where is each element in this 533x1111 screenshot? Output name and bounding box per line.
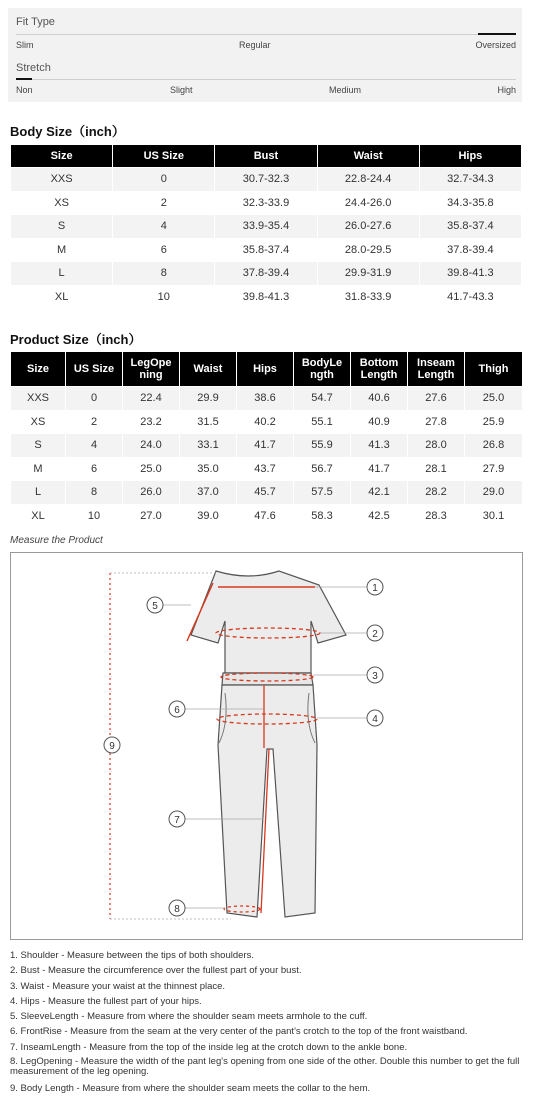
- marker-1-label: 1: [372, 583, 378, 594]
- marker-6-label: 6: [174, 705, 180, 716]
- table-cell: 42.1: [351, 481, 408, 505]
- table-cell: 56.7: [294, 457, 351, 481]
- table-header-row: [11, 352, 523, 387]
- table-cell: 25.0: [123, 457, 180, 481]
- table-cell: 27.0: [123, 504, 180, 528]
- table-row: [11, 387, 523, 411]
- note-item: 5. SleeveLength - Measure from where the shoulder seam meets armhole to the cuff.: [10, 1011, 368, 1023]
- note-item: 8. LegOpening - Measure the width of the pant leg's opening from one side of the other. Double this number to get the full measurement of the leg opening.: [10, 1056, 520, 1078]
- table-cell: 39.8-41.3: [419, 262, 521, 286]
- body-size-title: Body Size（inch）: [10, 124, 125, 139]
- table-row: [11, 191, 522, 215]
- pants-garment: [218, 685, 317, 917]
- table-row: [11, 434, 523, 458]
- column-header: Waist: [180, 352, 237, 387]
- table-cell: 22.4: [123, 387, 180, 411]
- fit-type-selected-marker: [478, 33, 516, 35]
- table-cell: 32.7-34.3: [419, 168, 521, 192]
- table-cell: 30.1: [465, 504, 523, 528]
- table-cell: 55.1: [294, 410, 351, 434]
- column-header: US Size: [113, 145, 215, 168]
- table-cell: 0: [113, 168, 215, 192]
- table-cell: 29.0: [465, 481, 523, 505]
- column-header: Size: [11, 145, 113, 168]
- table-cell: 27.8: [408, 410, 465, 434]
- table-cell: 10: [113, 285, 215, 309]
- table-cell: 26.0-27.6: [317, 215, 419, 239]
- note-item: 3. Waist - Measure your waist at the thinnest place.: [10, 980, 226, 992]
- table-cell: 25.0: [465, 387, 523, 411]
- stretch-title: Stretch: [16, 62, 51, 74]
- table-row: [11, 481, 523, 505]
- table-cell: S: [11, 434, 66, 458]
- stretch-label-medium: Medium: [329, 85, 362, 95]
- note-item: 9. Body Length - Measure from where the shoulder seam meets the collar to the hem.: [10, 1083, 371, 1095]
- table-cell: 2: [113, 191, 215, 215]
- table-cell: 8: [113, 262, 215, 286]
- table-cell: 42.5: [351, 504, 408, 528]
- table-cell: XXS: [11, 387, 66, 411]
- table-cell: 40.2: [237, 410, 294, 434]
- table-cell: 27.9: [465, 457, 523, 481]
- table-cell: XS: [11, 191, 113, 215]
- measurement-diagram: [10, 552, 523, 940]
- table-cell: XL: [11, 504, 66, 528]
- marker-7-label: 7: [174, 815, 180, 826]
- table-cell: 35.8-37.4: [419, 215, 521, 239]
- table-cell: 26.0: [123, 481, 180, 505]
- marker-9-label: 9: [109, 741, 115, 752]
- table-cell: 29.9: [180, 387, 237, 411]
- table-cell: 8: [66, 481, 123, 505]
- table-cell: 57.5: [294, 481, 351, 505]
- stretch-label-non: Non: [16, 85, 33, 95]
- table-cell: L: [11, 262, 113, 286]
- fit-type-title: Fit Type: [16, 16, 55, 28]
- column-header: Size: [11, 352, 66, 387]
- marker-4-label: 4: [372, 714, 378, 725]
- table-cell: 47.6: [237, 504, 294, 528]
- table-row: [11, 457, 523, 481]
- table-cell: 32.3-33.9: [215, 191, 317, 215]
- table-cell: 45.7: [237, 481, 294, 505]
- column-header: BodyLe ngth: [294, 352, 351, 387]
- fit-type-track: [16, 34, 516, 35]
- table-row: [11, 262, 522, 286]
- fit-panel: [8, 8, 522, 102]
- table-cell: 41.7-43.3: [419, 285, 521, 309]
- table-cell: 28.0-29.5: [317, 238, 419, 262]
- table-cell: 41.3: [351, 434, 408, 458]
- table-cell: 39.0: [180, 504, 237, 528]
- table-cell: 28.3: [408, 504, 465, 528]
- table-cell: XL: [11, 285, 113, 309]
- table-cell: 38.6: [237, 387, 294, 411]
- table-cell: 58.3: [294, 504, 351, 528]
- table-cell: 43.7: [237, 457, 294, 481]
- top-garment: [191, 571, 346, 673]
- table-cell: 40.9: [351, 410, 408, 434]
- table-cell: 37.8-39.4: [215, 262, 317, 286]
- note-item: 6. FrontRise - Measure from the seam at the very center of the pant's crotch to the top of the front waistband.: [10, 1026, 468, 1038]
- marker-8-label: 8: [174, 904, 180, 915]
- table-cell: M: [11, 238, 113, 262]
- table-cell: L: [11, 481, 66, 505]
- column-header: Bottom Length: [351, 352, 408, 387]
- table-cell: XXS: [11, 168, 113, 192]
- table-cell: 4: [66, 434, 123, 458]
- table-row: [11, 215, 522, 239]
- table-cell: XS: [11, 410, 66, 434]
- table-cell: 31.5: [180, 410, 237, 434]
- table-cell: 27.6: [408, 387, 465, 411]
- column-header: Hips: [419, 145, 521, 168]
- table-cell: 30.7-32.3: [215, 168, 317, 192]
- table-cell: 35.0: [180, 457, 237, 481]
- table-cell: 24.0: [123, 434, 180, 458]
- table-cell: S: [11, 215, 113, 239]
- table-cell: 34.3-35.8: [419, 191, 521, 215]
- stretch-label-slight: Slight: [170, 85, 193, 95]
- fit-label-slim: Slim: [16, 40, 34, 50]
- table-row: [11, 410, 523, 434]
- note-item: 4. Hips - Measure the fullest part of your hips.: [10, 995, 202, 1007]
- marker-5-label: 5: [152, 601, 158, 612]
- table-cell: 28.2: [408, 481, 465, 505]
- table-cell: 29.9-31.9: [317, 262, 419, 286]
- body-size-table: [10, 144, 522, 309]
- table-cell: 0: [66, 387, 123, 411]
- table-cell: 6: [66, 457, 123, 481]
- table-cell: 33.1: [180, 434, 237, 458]
- marker-3-label: 3: [372, 671, 378, 682]
- table-cell: 10: [66, 504, 123, 528]
- table-cell: 23.2: [123, 410, 180, 434]
- table-cell: 55.9: [294, 434, 351, 458]
- table-cell: 54.7: [294, 387, 351, 411]
- stretch-label-high: High: [497, 85, 516, 95]
- column-header: US Size: [66, 352, 123, 387]
- marker-2-label: 2: [372, 629, 378, 640]
- column-header: Inseam Length: [408, 352, 465, 387]
- table-cell: 28.1: [408, 457, 465, 481]
- measurement-notes: [10, 948, 526, 1096]
- table-cell: M: [11, 457, 66, 481]
- column-header: Waist: [317, 145, 419, 168]
- table-cell: 2: [66, 410, 123, 434]
- table-row: [11, 285, 522, 309]
- table-row: [11, 238, 522, 262]
- table-cell: 35.8-37.4: [215, 238, 317, 262]
- fit-label-regular: Regular: [239, 40, 271, 50]
- jumpsuit-illustration: [11, 553, 522, 939]
- table-row: [11, 504, 523, 528]
- note-item: 7. InseamLength - Measure from the top of the inside leg at the crotch down to the ankle bone.: [10, 1041, 408, 1053]
- table-cell: 28.0: [408, 434, 465, 458]
- table-header-row: [11, 145, 522, 168]
- table-cell: 41.7: [237, 434, 294, 458]
- measure-caption: Measure the Product: [10, 535, 103, 546]
- note-item: 1. Shoulder - Measure between the tips of both shoulders.: [10, 950, 254, 961]
- table-cell: 22.8-24.4: [317, 168, 419, 192]
- product-size-table: [10, 351, 523, 528]
- table-cell: 6: [113, 238, 215, 262]
- table-cell: 41.7: [351, 457, 408, 481]
- table-cell: 33.9-35.4: [215, 215, 317, 239]
- table-cell: 25.9: [465, 410, 523, 434]
- table-cell: 40.6: [351, 387, 408, 411]
- table-cell: 24.4-26.0: [317, 191, 419, 215]
- column-header: Hips: [237, 352, 294, 387]
- table-cell: 26.8: [465, 434, 523, 458]
- table-cell: 4: [113, 215, 215, 239]
- product-size-title: Product Size（inch）: [10, 332, 142, 347]
- column-header: Bust: [215, 145, 317, 168]
- table-cell: 37.0: [180, 481, 237, 505]
- column-header: Thigh: [465, 352, 523, 387]
- table-row: [11, 168, 522, 192]
- table-cell: 37.8-39.4: [419, 238, 521, 262]
- stretch-track: [16, 79, 516, 80]
- stretch-selected-marker: [16, 78, 32, 80]
- note-item: 2. Bust - Measure the circumference over the fullest part of your bust.: [10, 965, 302, 977]
- fit-label-oversized: Oversized: [475, 40, 516, 50]
- table-cell: 39.8-41.3: [215, 285, 317, 309]
- table-cell: 31.8-33.9: [317, 285, 419, 309]
- column-header: LegOpe ning: [123, 352, 180, 387]
